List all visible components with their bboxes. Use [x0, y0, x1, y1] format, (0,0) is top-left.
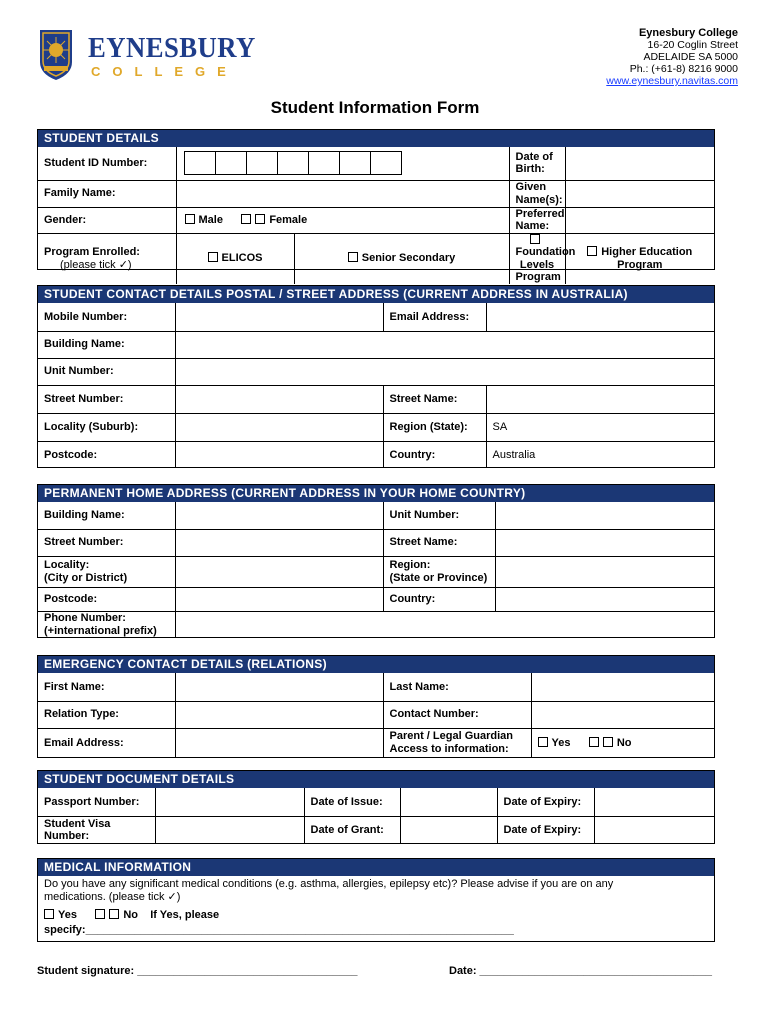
higher-ed-label-2: Program: [617, 258, 663, 271]
street-number-label: Street Number:: [38, 385, 175, 413]
foundation-checkbox[interactable]: [530, 234, 540, 244]
email-field[interactable]: [175, 728, 383, 757]
date-issue-field[interactable]: [400, 788, 497, 816]
senior-secondary-label: Senior Secondary: [361, 252, 456, 265]
postcode-label: Postcode:: [38, 441, 175, 468]
guardian-options: [531, 728, 714, 757]
higher-ed-option[interactable]: [565, 233, 714, 284]
passport-field[interactable]: [155, 788, 304, 816]
preferred-name-field[interactable]: [565, 207, 714, 233]
section-heading: PERMANENT HOME ADDRESS (CURRENT ADDRESS IN YOUR HOME COUNTRY): [38, 485, 714, 502]
locality-label-2: (City or District): [44, 571, 128, 584]
senior-secondary-checkbox[interactable]: [348, 252, 358, 262]
date-line[interactable]: Date: ______________________________________: [449, 965, 713, 977]
page-title: Student Information Form: [270, 98, 480, 117]
female-checkbox-2[interactable]: [255, 214, 265, 224]
student-id-boxes[interactable]: [176, 147, 509, 180]
last-name-field[interactable]: [531, 673, 714, 701]
region-field[interactable]: [495, 556, 714, 587]
preferred-name-label: Preferred Name:: [509, 207, 565, 233]
higher-ed-label: Higher Education: [601, 246, 693, 258]
phone: Ph.: (+61-8) 8216 9000: [629, 63, 738, 75]
unit-field[interactable]: [175, 358, 714, 385]
date-expiry-2-label: Date of Expiry:: [497, 816, 594, 844]
yes-checkbox[interactable]: [538, 737, 548, 747]
country-label: Country:: [383, 441, 486, 468]
gender-label: Gender:: [38, 207, 176, 233]
please-tick-label: (please tick ✓): [60, 258, 132, 271]
postcode-field[interactable]: [175, 441, 383, 468]
family-name-field[interactable]: [176, 180, 509, 207]
mobile-field[interactable]: [175, 303, 383, 331]
section-heading: MEDICAL INFORMATION: [38, 859, 714, 876]
medical-question-2: medications. (please tick ✓): [44, 891, 181, 903]
section-heading: EMERGENCY CONTACT DETAILS (RELATIONS): [38, 656, 714, 673]
relation-label: Relation Type:: [38, 701, 175, 728]
unit-label: Unit Number:: [383, 502, 495, 529]
locality-label: Locality (Suburb):: [38, 413, 175, 441]
website-link[interactable]: www.eynesbury.navitas.com: [606, 75, 738, 87]
brand-name: EYNESBURY: [88, 32, 256, 64]
id-digit-box[interactable]: [277, 151, 309, 175]
eynesbury-logo: [38, 28, 256, 84]
postcode-label: Postcode:: [38, 587, 175, 611]
if-yes-label: If Yes, please: [150, 909, 220, 921]
section-heading: STUDENT CONTACT DETAILS POSTAL / STREET ADDRESS (CURRENT ADDRESS IN AUSTRALIA): [38, 286, 714, 303]
locality-label: [38, 556, 175, 587]
region-label: Region (State):: [383, 413, 486, 441]
phone-field[interactable]: [175, 611, 714, 638]
last-name-label: Last Name:: [383, 673, 531, 701]
country-value[interactable]: Australia: [486, 441, 714, 468]
elicos-label: ELICOS: [221, 252, 263, 265]
region-label-2: (State or Province): [389, 571, 488, 584]
brand-sub: COLLEGE: [91, 64, 238, 79]
medical-question-1: Do you have any significant medical conditions (e.g. asthma, allergies, epilepsy etc)? Please advise if you are on any: [44, 878, 614, 890]
first-name-field[interactable]: [175, 673, 383, 701]
medical-section: [37, 858, 715, 942]
elicos-option[interactable]: [176, 233, 294, 284]
section-heading: STUDENT DOCUMENT DETAILS: [38, 771, 714, 788]
street-number-label: Street Number:: [38, 529, 175, 556]
locality-label-1: Locality:: [44, 559, 90, 571]
postcode-field[interactable]: [175, 587, 383, 611]
visa-label-1: Student Visa: [44, 817, 111, 830]
mobile-label: Mobile Number:: [38, 303, 175, 331]
id-digit-box[interactable]: [308, 151, 340, 175]
contact-block: [606, 27, 738, 87]
id-digit-box[interactable]: [370, 151, 402, 175]
region-value[interactable]: SA: [486, 413, 714, 441]
country-field[interactable]: [495, 587, 714, 611]
medical-options: [44, 909, 708, 922]
no-checkbox-2[interactable]: [109, 909, 119, 919]
no-checkbox[interactable]: [589, 737, 599, 747]
male-checkbox[interactable]: [185, 214, 195, 224]
student-details-section: [37, 129, 715, 283]
male-label: Male: [198, 213, 223, 226]
visa-field[interactable]: [155, 816, 304, 844]
phone-label-2: (+international prefix): [44, 624, 157, 637]
no-label: No: [123, 909, 138, 921]
contact-details-section: [37, 285, 715, 468]
female-checkbox[interactable]: [241, 214, 251, 224]
email-label: Email Address:: [38, 728, 175, 757]
emergency-table: [38, 673, 714, 757]
unit-field[interactable]: [495, 502, 714, 529]
address-line-2: ADELAIDE SA 5000: [643, 51, 738, 63]
address-line-1: 16-20 Coglin Street: [647, 39, 738, 51]
phone-label-1: Phone Number:: [44, 612, 126, 625]
documents-table: [38, 788, 714, 844]
medical-body: [38, 876, 714, 939]
home-address-table: [38, 502, 714, 638]
dob-label: Date of Birth:: [509, 147, 565, 180]
date-expiry-label: Date of Expiry:: [497, 788, 594, 816]
visa-label: [38, 816, 155, 844]
country-label: Country:: [383, 587, 495, 611]
emergency-section: [37, 655, 715, 758]
higher-ed-checkbox[interactable]: [587, 246, 597, 256]
phone-label: [38, 611, 175, 638]
id-digit-box[interactable]: [246, 151, 278, 175]
guardian-label-1: Parent / Legal Guardian: [389, 730, 513, 743]
date-expiry-2-field[interactable]: [594, 816, 714, 844]
building-field[interactable]: [175, 331, 714, 358]
signature-line[interactable]: Student signature: ____________________________________: [37, 965, 358, 977]
date-issue-label: Date of Issue:: [304, 788, 400, 816]
foundation-label: Foundation Levels: [515, 246, 576, 271]
given-names-label: Given Name(s):: [509, 180, 565, 207]
id-digit-box[interactable]: [339, 151, 371, 175]
yes-label: Yes: [58, 909, 77, 921]
gender-options: [176, 207, 509, 233]
yes-label: Yes: [551, 736, 571, 749]
guardian-label-2: Access to information:: [389, 742, 509, 755]
foundation-label-2: Program: [515, 271, 561, 283]
crest-icon: [38, 28, 74, 82]
region-label: [383, 556, 495, 587]
street-number-field[interactable]: [175, 385, 383, 413]
dob-field[interactable]: [565, 147, 714, 180]
foundation-option[interactable]: [509, 233, 576, 284]
elicos-checkbox[interactable]: [208, 252, 218, 262]
date-grant-label: Date of Grant:: [304, 816, 400, 844]
no-checkbox-2[interactable]: [603, 737, 613, 747]
contact-number-label: Contact Number:: [383, 701, 531, 728]
region-label-1: Region:: [389, 559, 431, 571]
street-number-field[interactable]: [175, 529, 383, 556]
passport-label: Passport Number:: [38, 788, 155, 816]
email-label: Email Address:: [383, 303, 486, 331]
contact-details-table: [38, 303, 714, 468]
student-details-table: [38, 147, 714, 284]
female-label: Female: [269, 213, 308, 226]
given-names-field[interactable]: [565, 180, 714, 207]
yes-checkbox[interactable]: [44, 909, 54, 919]
id-digit-box[interactable]: [215, 151, 247, 175]
relation-field[interactable]: [175, 701, 383, 728]
senior-secondary-option[interactable]: [294, 233, 509, 284]
date-expiry-field[interactable]: [594, 788, 714, 816]
family-name-label: Family Name:: [38, 180, 176, 207]
first-name-label: First Name:: [38, 673, 175, 701]
section-heading: STUDENT DETAILS: [38, 130, 714, 147]
street-name-field[interactable]: [486, 385, 714, 413]
building-label: Building Name:: [38, 331, 175, 358]
email-field[interactable]: [486, 303, 714, 331]
locality-field[interactable]: [175, 556, 383, 587]
locality-field[interactable]: [175, 413, 383, 441]
contact-number-field[interactable]: [531, 701, 714, 728]
no-checkbox[interactable]: [95, 909, 105, 919]
guardian-label: [383, 728, 531, 757]
street-name-label: Street Name:: [383, 529, 495, 556]
unit-label: Unit Number:: [38, 358, 175, 385]
org-name: Eynesbury College: [638, 27, 738, 39]
street-name-field[interactable]: [495, 529, 714, 556]
home-address-section: [37, 484, 715, 638]
no-label: No: [616, 736, 632, 749]
visa-label-2: Number:: [44, 830, 90, 843]
date-grant-field[interactable]: [400, 816, 497, 844]
program-enrolled-label: Program Enrolled:: [44, 246, 140, 258]
documents-section: [37, 770, 715, 844]
student-id-label: Student ID Number:: [38, 147, 176, 180]
program-label-cell: [38, 233, 176, 284]
building-label: Building Name:: [38, 502, 175, 529]
building-field[interactable]: [175, 502, 383, 529]
id-digit-box[interactable]: [184, 151, 216, 175]
specify-field[interactable]: specify:______________________________________________________________________: [44, 924, 514, 936]
street-name-label: Street Name:: [383, 385, 486, 413]
